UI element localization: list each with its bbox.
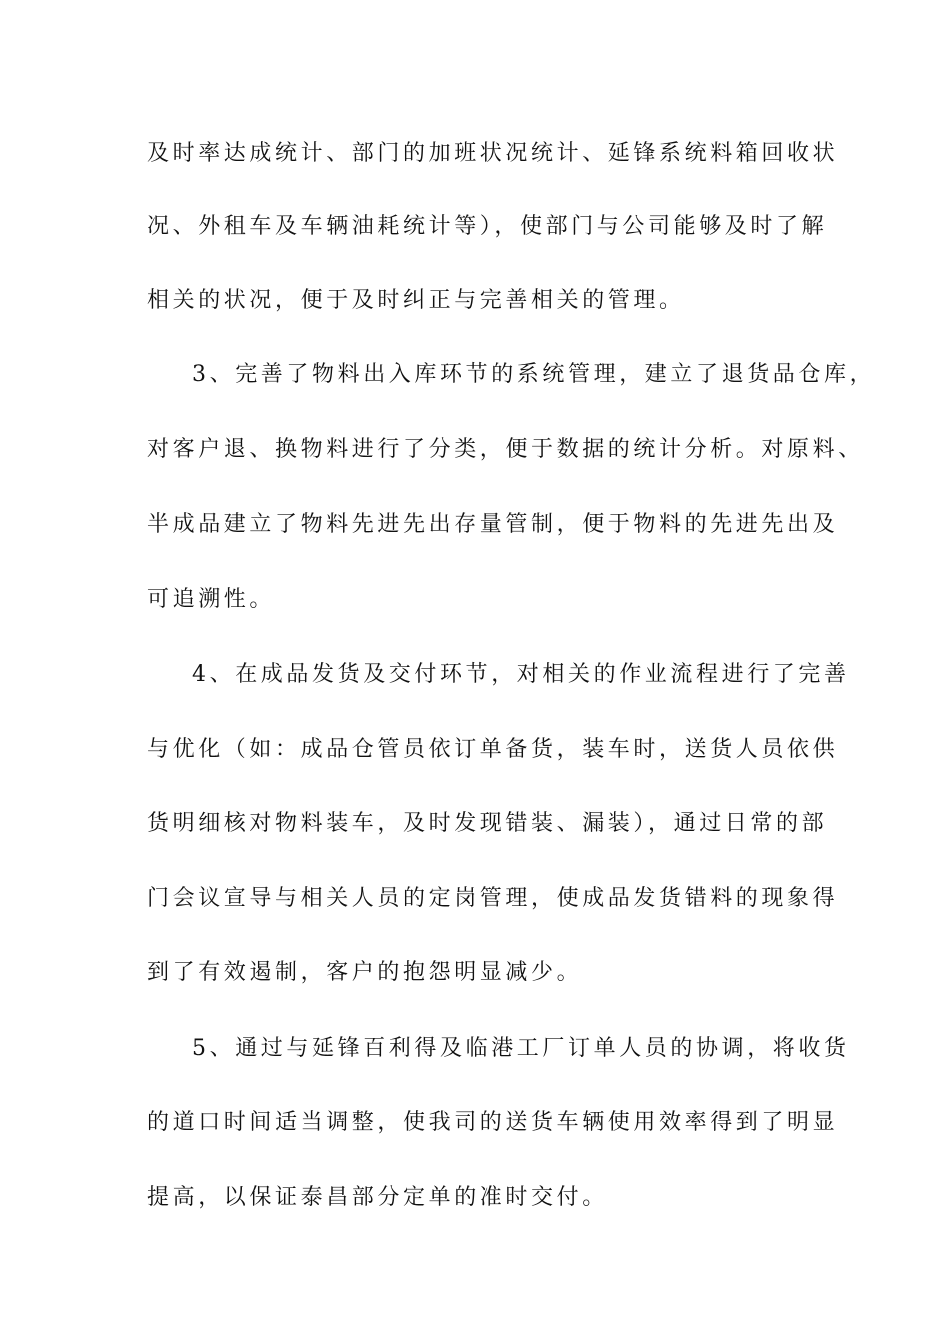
text-line: 相关的状况，便于及时纠正与完善相关的管理。 [147,288,685,313]
paragraph-5-first-line: 5、通过与延锋百利得及临港工厂订单人员的协调，将收货 [192,1036,850,1061]
paragraph-3-first-line: 3、完善了物料出入库环节的系统管理，建立了退货品仓库， [192,362,876,387]
text-line: 可追溯性。 [147,587,276,612]
text-line: 与优化（如：成品仓管员依订单备货，装车时，送货人员依供 [147,737,839,762]
text-line: 货明细核对物料装车，及时发现错装、漏装），通过日常的部 [147,811,828,836]
paragraph-4-first-line: 4、在成品发货及交付环节，对相关的作业流程进行了完善 [192,662,850,687]
text-line: 半成品建立了物料先进先出存量管制，便于物料的先进先出及 [147,512,839,537]
text-line: 的道口时间适当调整，使我司的送货车辆使用效率得到了明显 [147,1110,839,1135]
text-line: 对客户退、换物料进行了分类，便于数据的统计分析。对原料、 [147,437,864,462]
text-line: 提高，以保证泰昌部分定单的准时交付。 [147,1185,608,1210]
text-line: 及时率达成统计、部门的加班状况统计、延锋系统料箱回收状 [147,141,839,166]
text-line: 门会议宣导与相关人员的定岗管理，使成品发货错料的现象得 [147,886,839,911]
text-line: 到了有效遏制，客户的抱怨明显减少。 [147,960,583,985]
text-line: 况、外租车及车辆油耗统计等），使部门与公司能够及时了解 [147,214,828,239]
